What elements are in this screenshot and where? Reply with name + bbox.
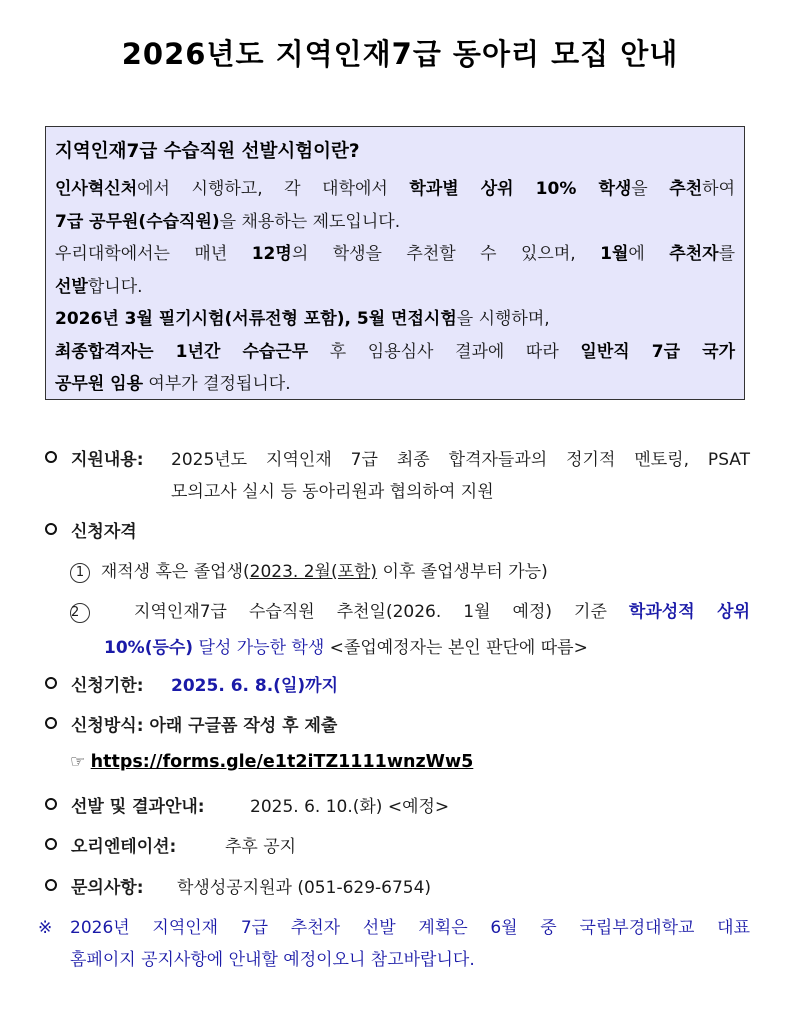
intro-line: 공무원 임용 여부가 결정됩니다. [55, 374, 291, 394]
result-label: 선발 및 결과안내: [71, 797, 205, 817]
pointing-hand-icon: ☞ [70, 752, 86, 772]
support-label: 지원내용: [71, 450, 144, 470]
intro-line: 우리대학에서는 매년 12명의 학생을 추천할 수 있으며, 1월에 추천자를 [55, 244, 736, 264]
support-line2: 모의고사 실시 등 동아리원과 협의하여 지원 [171, 482, 494, 502]
google-form-link[interactable]: https://forms.gle/e1t2iTZ1111wnzWw5 [90, 752, 474, 772]
intro-line: 2026년 3월 필기시험(서류전형 포함), 5월 면접시험을 시행하며, [55, 309, 550, 329]
intro-box [45, 126, 745, 400]
contact-row [45, 873, 750, 898]
qualification-item-2: 2 지역인재7급 수습직원 추천일(2026. 1월 예정) 기준 학과성적 상위 10%(등수) 달성 가능한 학생 <졸업예정자는 본인 판단에 따름> [71, 602, 750, 658]
page-title: 2026년도 지역인재7급 동아리 모집 안내 [121, 37, 679, 71]
bullet-icon [45, 838, 57, 850]
method-row [45, 711, 750, 736]
orientation-label: 오리엔테이션: [71, 837, 177, 857]
bullet-icon [45, 677, 57, 689]
intro-line: 선발합니다. [55, 276, 143, 297]
orientation-value: 추후 공지 [225, 837, 297, 857]
intro-heading: 지역인재7급 수습직원 선발시험이란? [55, 141, 360, 162]
notice-line1: 2026년 지역인재 7급 추천자 선발 계획은 6월 중 국립부경대학교 대표 [70, 918, 750, 938]
qualification-item-1: 1 재적생 혹은 졸업생(2023. 2월(포함) 이후 졸업생부터 가능) [70, 557, 750, 583]
result-value: 2025. 6. 10.(화) <예정> [250, 797, 450, 817]
support-row [45, 445, 750, 505]
orientation-row [45, 832, 750, 857]
deadline-row [45, 671, 750, 696]
number-2-icon: 2 [70, 603, 90, 623]
reference-mark-icon: ※ [38, 918, 53, 938]
method-link-row [70, 752, 750, 772]
intro-line: 인사혁신처에서 시행하고, 각 대학에서 학과별 상위 10% 학생을 추천하여 [55, 179, 735, 199]
bullet-icon [45, 451, 57, 463]
qualification-row [45, 517, 750, 542]
qualification-label: 신청자격 [71, 522, 137, 542]
bullet-icon [45, 523, 57, 535]
intro-line: 최종합격자는 1년간 수습근무 후 임용심사 결과에 따라 일반직 7급 국가 [55, 341, 735, 362]
support-line1: 2025년도 지역인재 7급 최종 합격자들과의 정기적 멘토링, PSAT [171, 450, 750, 470]
result-row [45, 792, 750, 817]
bullet-icon [45, 879, 57, 891]
intro-line: 7급 공무원(수습직원)을 채용하는 제도입니다. [55, 211, 401, 232]
notice [38, 912, 750, 976]
notice-line2: 홈페이지 공지사항에 안내할 예정이오니 참고바랍니다. [70, 950, 475, 970]
bullet-icon [45, 717, 57, 729]
number-1-icon: 1 [70, 563, 90, 583]
bullet-icon [45, 798, 57, 810]
contact-value: 학생성공지원과 (051-629-6754) [177, 878, 432, 898]
contact-label: 문의사항: [71, 878, 144, 898]
method-label: 신청방식: 아래 구글폼 작성 후 제출 [71, 716, 338, 736]
deadline-label: 신청기한: [71, 676, 144, 696]
deadline-value: 2025. 6. 8.(일)까지 [171, 676, 338, 696]
